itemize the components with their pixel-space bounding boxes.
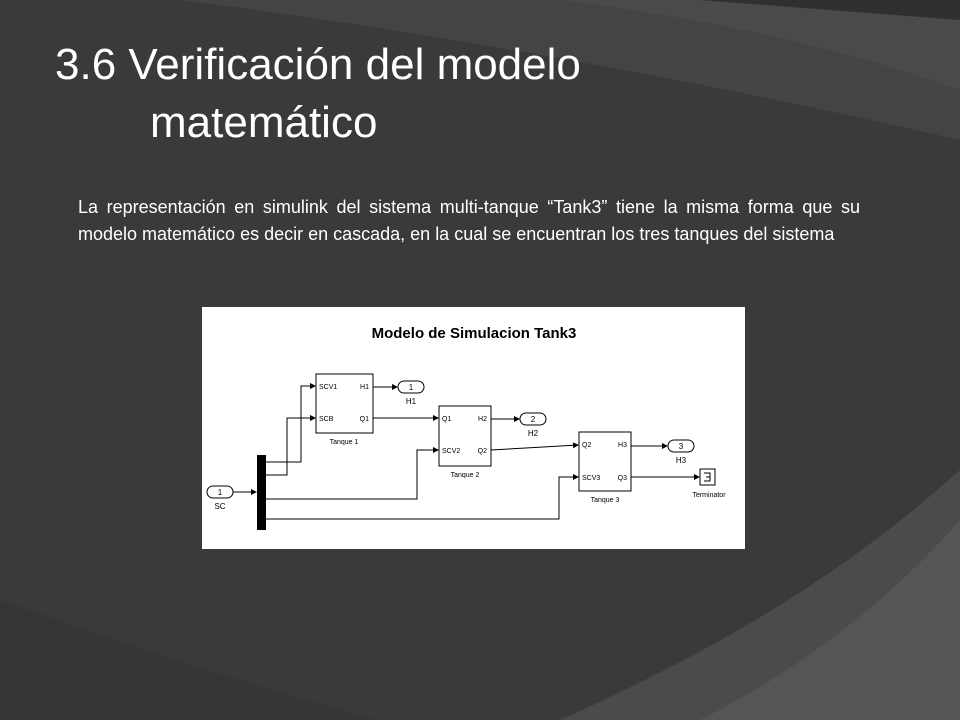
tank1-out1: H1 [360,384,369,391]
tank3-name: Tanque 3 [590,497,620,504]
block-tanque-2 [439,406,491,479]
slide-title-line1: 3.6 Verificación del modelo [55,40,581,89]
inport-sc [207,486,233,511]
tank2-in2: SCV2 [442,448,461,455]
tank2-out1: H2 [478,416,487,423]
simulink-diagram [202,307,745,549]
tank1-in1: SCV1 [319,384,338,391]
tank3-out2: Q3 [617,475,627,482]
outport-h1 [398,381,424,406]
diagram-title: Modelo de Simulacion Tank3 [371,325,577,342]
block-tanque-1 [316,374,373,446]
outport-h3-label: H3 [675,456,687,465]
outport-h2-label: H2 [527,429,539,438]
outport-h1-label: H1 [405,397,417,406]
outport-h2-number: 2 [530,415,536,424]
slide-paragraph: La representación en simulink del sistema multi-tanque “Tank3” tiene la misma forma que su modelo matemático es decir en cascada, en la cual se encuentran los tres tanques del sistema [78,197,860,244]
tank2-name: Tanque 2 [450,472,480,479]
inport-sc-number: 1 [217,488,223,497]
tank3-out1: H3 [618,442,627,449]
tank2-in1: Q1 [442,416,452,423]
outport-h3 [668,440,694,465]
tank1-in2: SCB [319,416,334,423]
terminator-block [692,469,726,499]
terminator-label: Terminator [692,492,726,499]
demux-bar [257,455,266,530]
outport-h3-number: 3 [678,442,684,451]
tank3-in2: SCV3 [582,475,601,482]
inport-sc-label: SC [214,502,226,511]
slide-title [55,36,581,152]
tank1-out2: Q1 [359,416,369,423]
block-tanque-3 [579,432,631,504]
tank3-in1: Q2 [582,442,592,449]
slide-title-line2: matemático [150,98,378,147]
tank1-name: Tanque 1 [329,439,359,446]
outport-h2 [520,413,546,438]
tank2-out2: Q2 [477,448,487,455]
outport-h1-number: 1 [408,383,414,392]
